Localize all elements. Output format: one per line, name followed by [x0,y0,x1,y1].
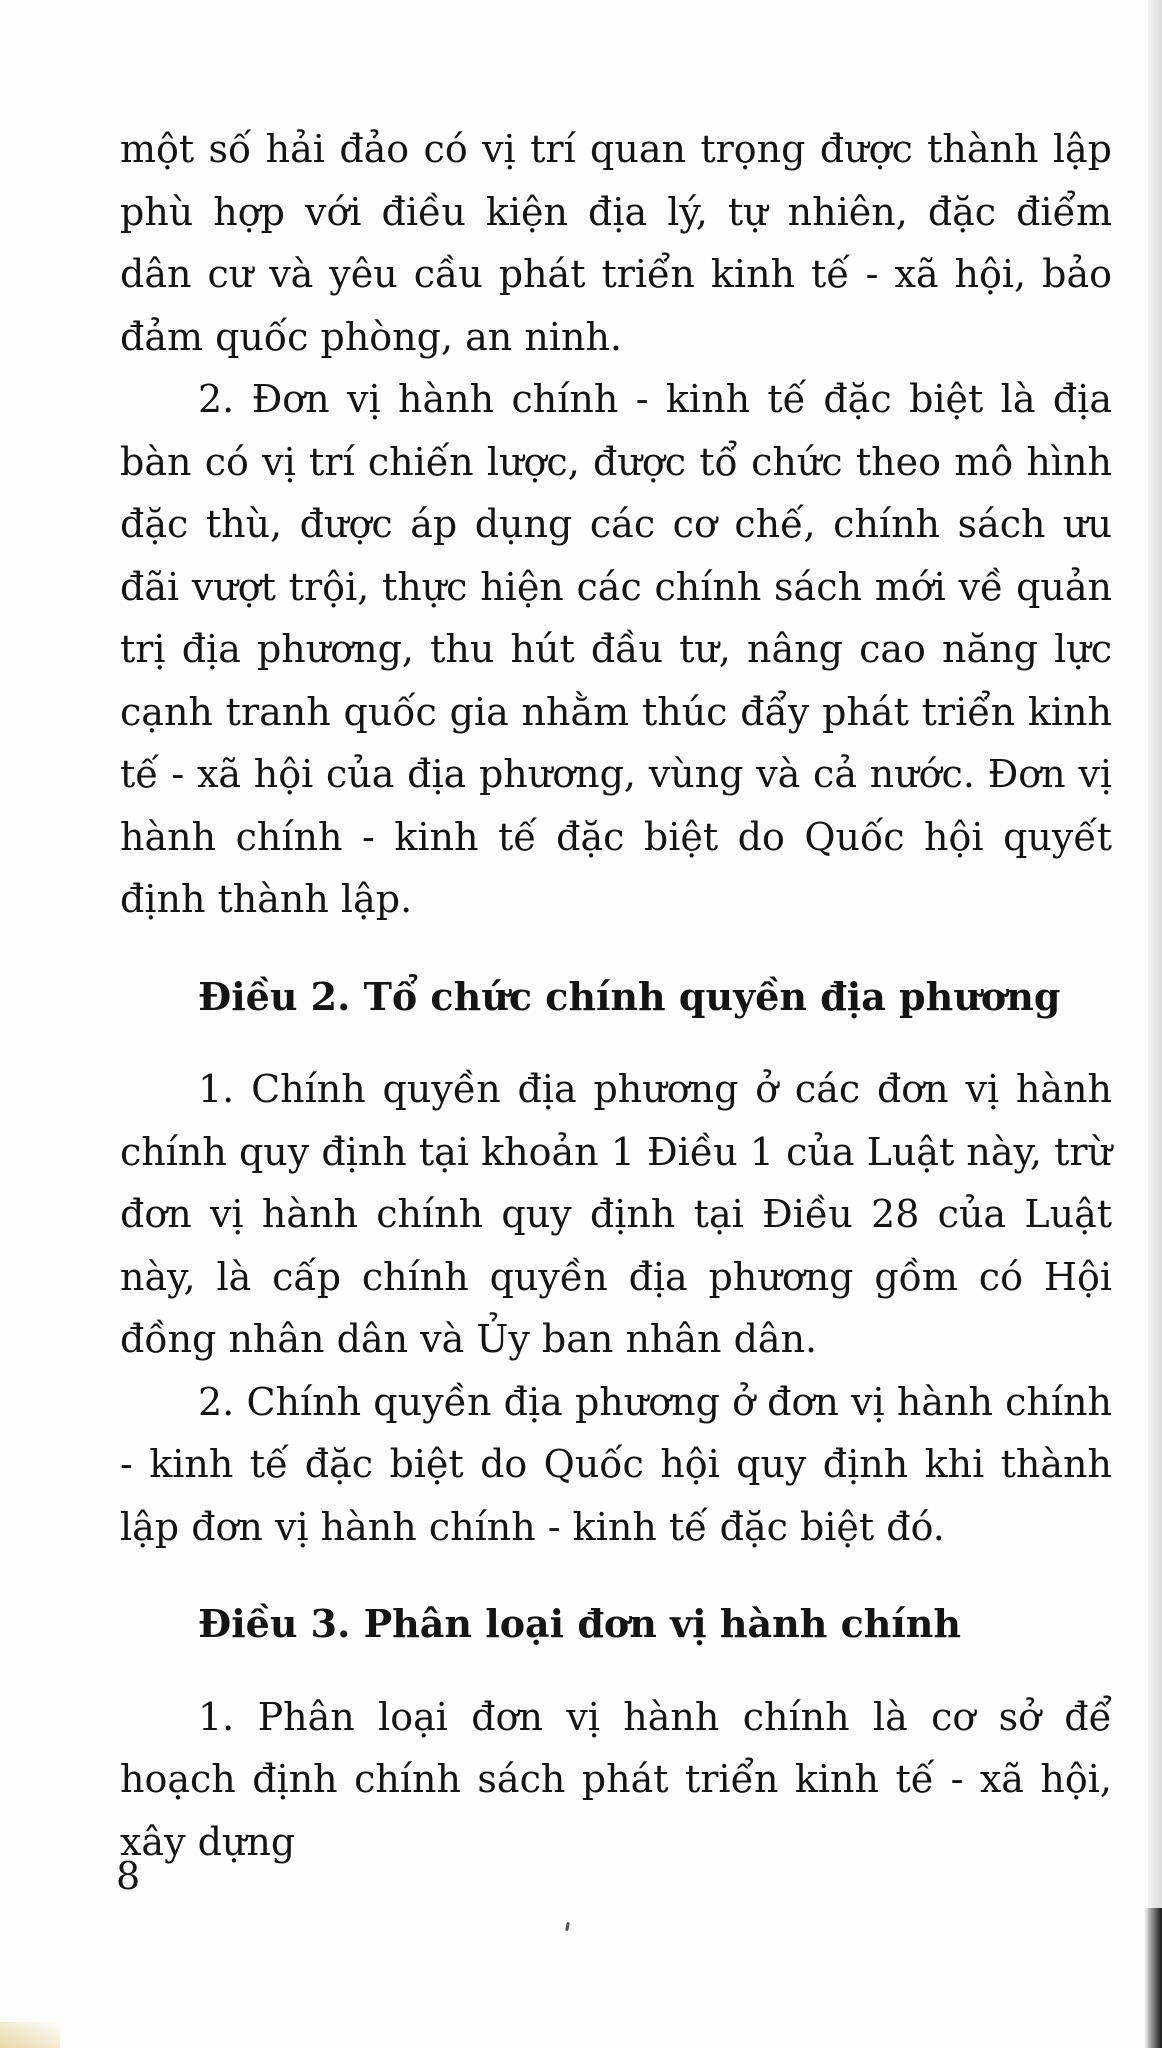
page-edge-shadow [1148,0,1162,2048]
binding-shadow [1144,1908,1162,2048]
page-body [120,118,1112,1873]
article2-heading: Điều 2. Tổ chức chính quyền địa phương [198,973,1061,1019]
article3-clause1: 1. Phân loại đơn vị hành chính là cơ sở để hoạch định chính sách phát triển kinh tế - xã hội, xây dựng [120,1694,1112,1864]
paragraph-continuation: một số hải đảo có vị trí quan trọng được thành lập phù hợp với điều kiện địa lý, tự nhiên, đặc điểm dân cư và yêu cầu phát triển kinh tế - xã hội, bảo đảm quốc phòng, an ninh. [120,127,1112,359]
paper-stain [0,2022,60,2048]
page-number: 8 [116,1854,141,1898]
article3-heading: Điều 3. Phân loại đơn vị hành chính [198,1601,962,1646]
article2-clause2: 2. Chính quyền địa phương ở đơn vị hành chính - kinh tế đặc biệt do Quốc hội quy định khi thành lập đơn vị hành chính - kinh tế đặc biệt đó. [120,1379,1112,1549]
article1-clause2: 2. Đơn vị hành chính - kinh tế đặc biệt là địa bàn có vị trí chiến lược, được tổ chức theo mô hình đặc thù, được áp dụng các cơ chế, chính sách ưu đãi vượt trội, thực hiện các chính sách mới về quản trị địa phương, thu hút đầu tư, nâng cao năng lực cạnh tranh quốc gia nhằm thúc đẩy phát triển kinh tế - xã hội của địa phương, vùng và cả nước. Đơn vị hành chính - kinh tế đặc biệt do Quốc hội quyết định thành lập. [120,377,1112,921]
article2-clause1: 1. Chính quyền địa phương ở các đơn vị hành chính quy định tại khoản 1 Điều 1 của Luật này, trừ đơn vị hành chính quy định tại Điều 28 của Luật này, là cấp chính quyền địa phương gồm có Hội đồng nhân dân và Ủy ban nhân dân. [120,1067,1112,1361]
ink-speck [565,1922,570,1931]
